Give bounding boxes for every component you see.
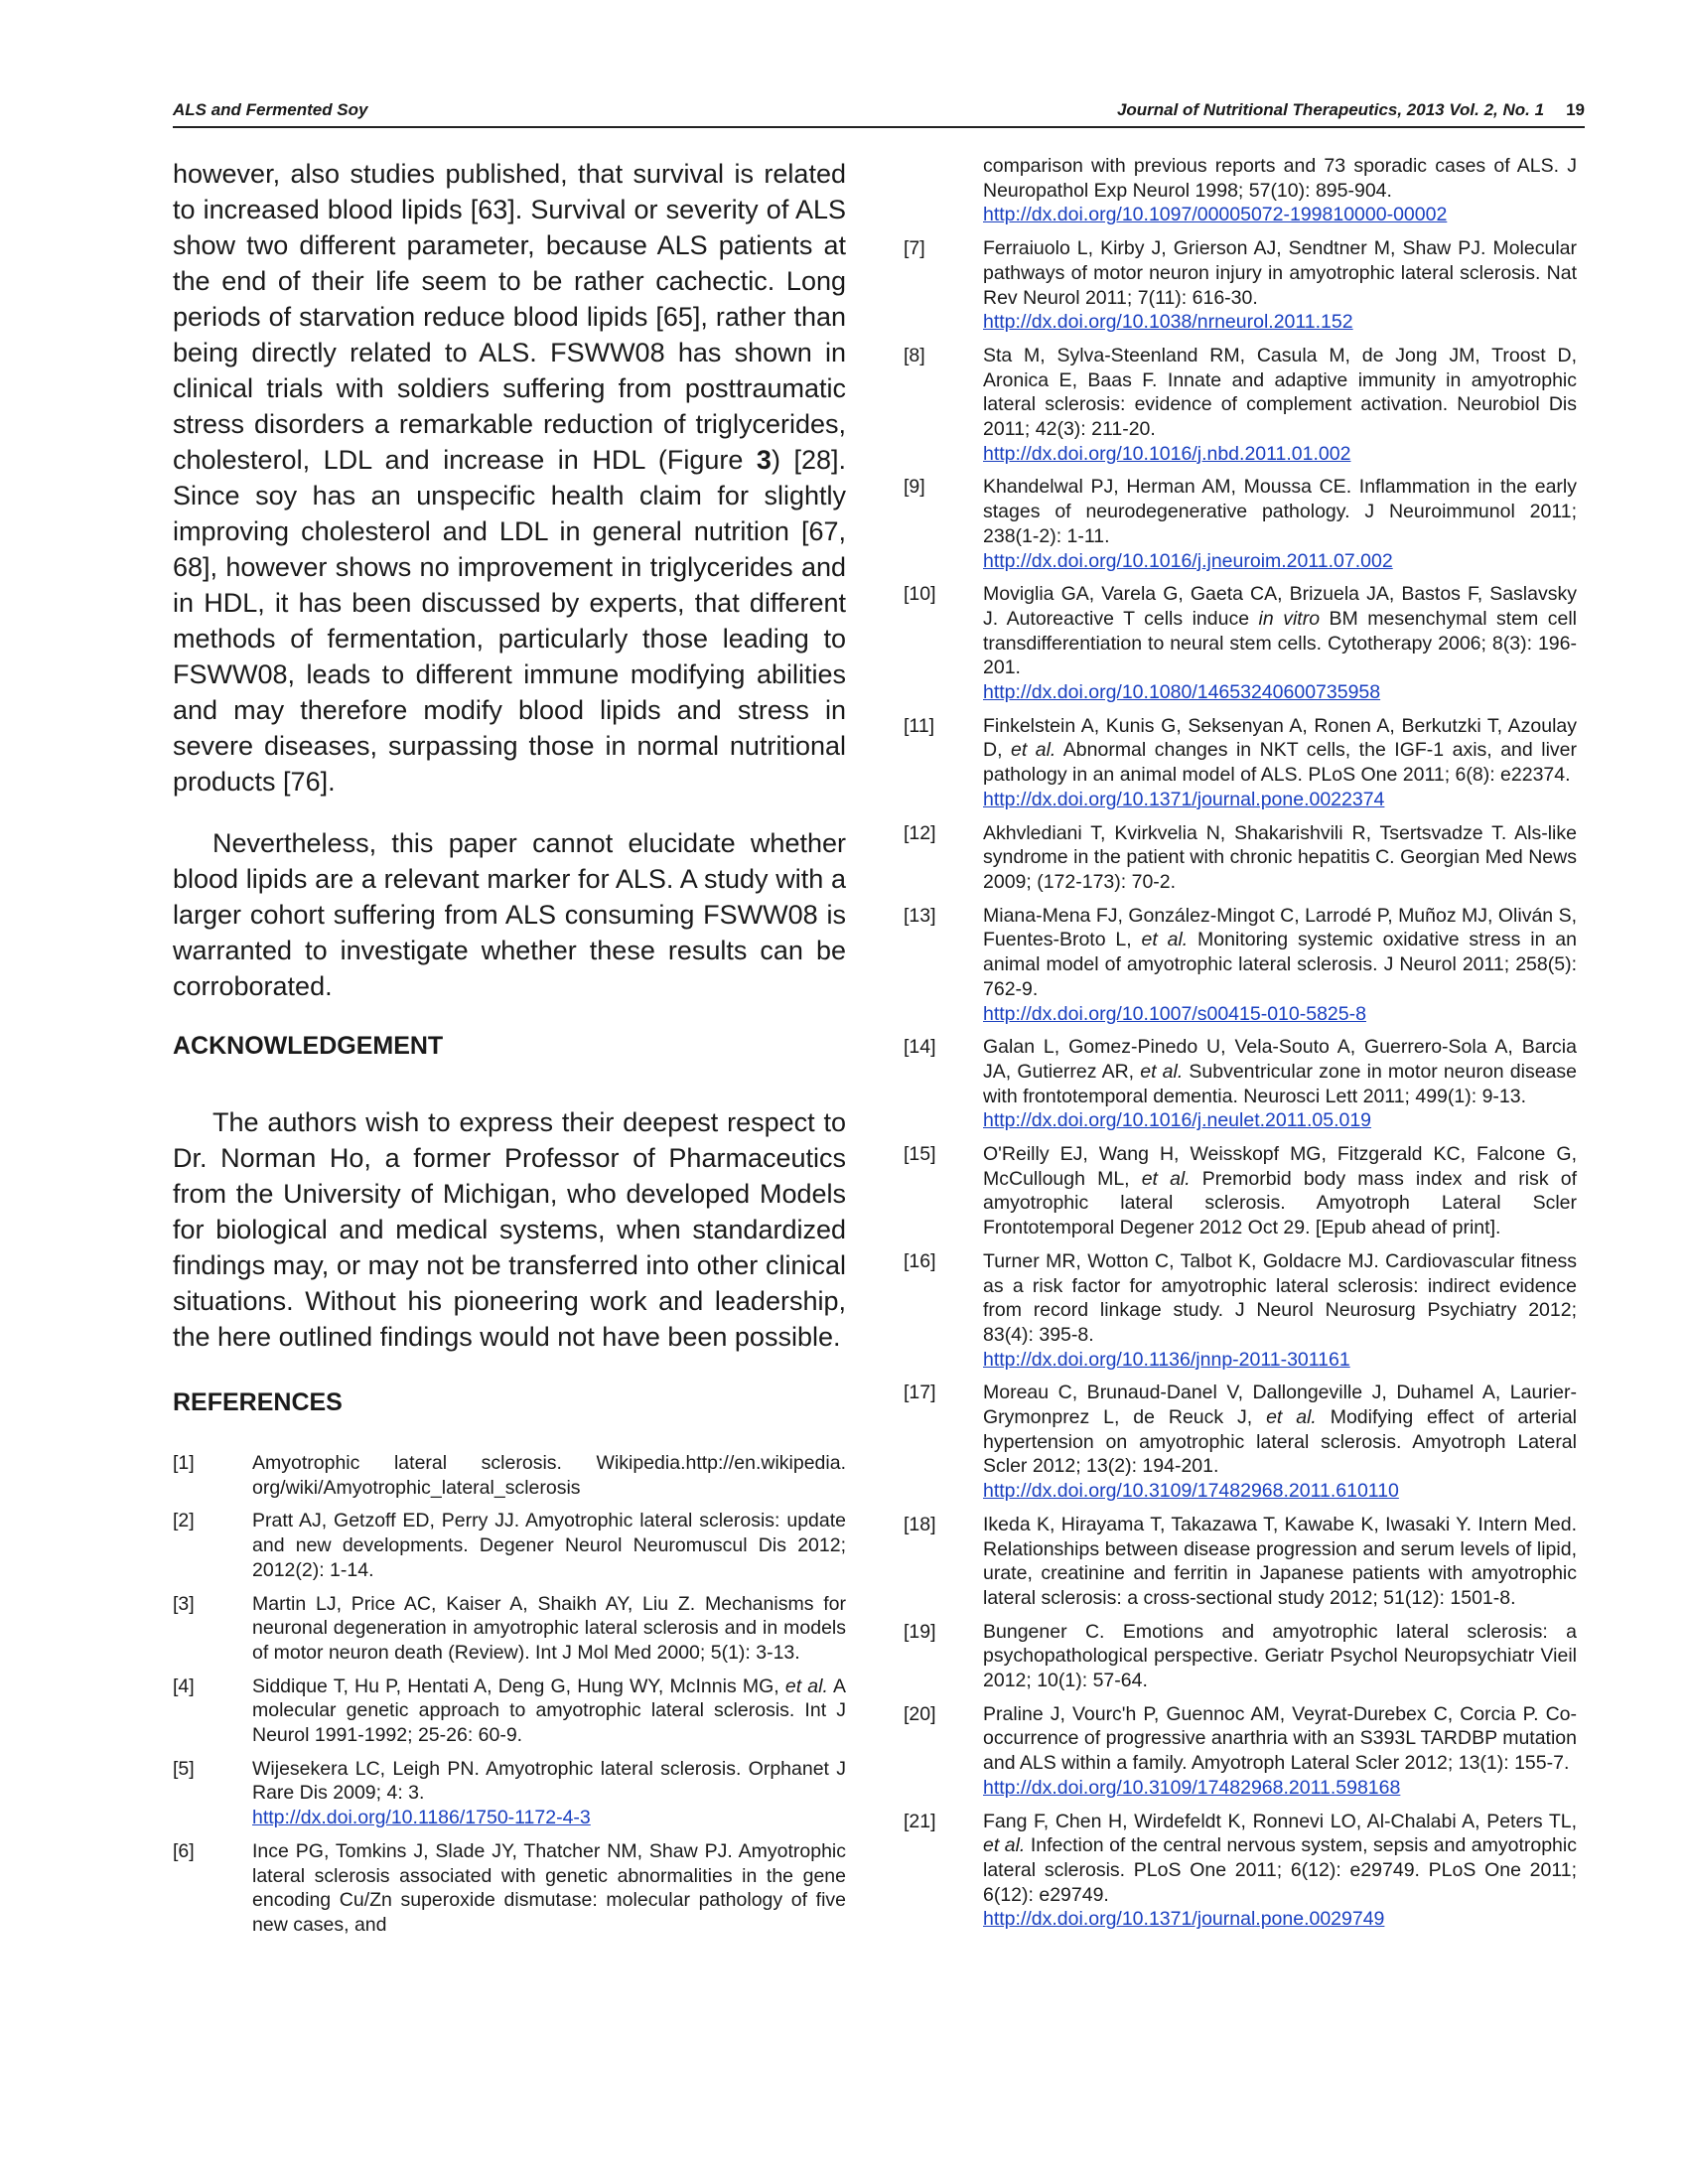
header-short-title: ALS and Fermented Soy (173, 100, 368, 119)
right-column (904, 154, 1577, 1941)
reference-21: [21] Fang F, Chen H, Wirdefeldt K, Ronnevi LO, Al-Chalabi A, Peters TL, et al. Infection of the central nervous system, sepsis and amyotrophic lateral sclerosis. PLoS One 2011; 6(12): e29749. PLoS One 2011; 6(12): e29749. http://dx.doi.org/10.1371/journal.pone.0029749 (904, 1810, 1577, 1931)
reference-11: [11] Finkelstein A, Kunis G, Seksenyan A, Ronen A, Berkutzki T, Azoulay D, et al. Abnormal changes in NKT cells, the IGF-1 axis, and liver pathology in an animal model of ALS. PLoS One 2011; 6(8): e22374. http://dx.doi.org/10.1371/journal.pone.0022374 (904, 714, 1577, 810)
doi-link[interactable]: http://dx.doi.org/10.1097/00005072-199810000-00002 (983, 204, 1448, 226)
reference-16: [16] Turner MR, Wotton C, Talbot K, Goldacre MJ. Cardiovascular fitness as a risk factor for amyotrophic lateral sclerosis: indirect evidence from record linkage study. J Neurol Neurosurg Psychiatry 2012; 83(4): 395-8. http://dx.doi.org/10.1136/jnnp-2011-301161 (904, 1249, 1577, 1371)
doi-link[interactable]: http://dx.doi.org/10.1186/1750-1172-4-3 (252, 1807, 591, 1829)
doi-link[interactable]: http://dx.doi.org/10.1016/j.jneuroim.2011.07.002 (983, 549, 1393, 572)
body-paragraph-1 (173, 156, 846, 800)
reference-9: [9] Khandelwal PJ, Herman AM, Moussa CE. Inflammation in the early stages of neurodegenerative pathology. J Neuroimmunol 2011; 238(1-2): 1-11. http://dx.doi.org/10.1016/j.jneuroim.2011.07.002 (904, 476, 1577, 572)
doi-link[interactable]: http://dx.doi.org/10.1038/nrneurol.2011.152 (983, 311, 1353, 334)
paragraph-1-text: however, also studies published, that survival is related to increased blood lipids [63]. Survival or severity of ALS show two different parameter, because ALS patients at the end of their life seem to be rather cachectic. Long periods of starvation reduce blood lipids [65], rather than being directly related to ALS. FSWW08 has shown in clinical trials with soldiers suffering from posttraumatic stress disorders a remarkable reduction of triglycerides, cholesterol, LDL and increase in HDL (Figure (173, 159, 846, 475)
running-header (173, 100, 1585, 128)
doi-link[interactable]: http://dx.doi.org/10.1371/journal.pone.0022374 (983, 788, 1385, 810)
reference-12: [12] Akhvlediani T, Kvirkvelia N, Shakarishvili R, Tsertsvadze T. Als-like syndrome in the patient with chronic hepatitis C. Georgian Med News 2009; (172-173): 70-2. (904, 821, 1577, 893)
doi-link[interactable]: http://dx.doi.org/10.1016/j.nbd.2011.01.002 (983, 442, 1351, 465)
doi-link[interactable]: http://dx.doi.org/10.1080/14653240600735958 (983, 681, 1381, 704)
figure-ref: 3 (756, 445, 772, 475)
reference-15: [15] O'Reilly EJ, Wang H, Weisskopf MG, Fitzgerald KC, Falcone G, McCullough ML, et al. Premorbid body mass index and risk of amyotrophic lateral sclerosis. Amyotroph Lateral Scler Frontotemporal Degener 2012 Oct 29. [Epub ahead of print]. (904, 1143, 1577, 1239)
reference-10: [10] Moviglia GA, Varela G, Gaeta CA, Brizuela JA, Bastos F, Saslavsky J. Autoreactive T cells induce in vitro BM mesenchymal stem cell transdifferentiation to neural stem cells. Cytotherapy 2006; 8(3): 196-201. http://dx.doi.org/10.1080/14653240600735958 (904, 583, 1578, 704)
reference-19: [19] Bungener C. Emotions and amyotrophic lateral sclerosis: a psychopathological perspective. Geriatr Psychol Neuropsychiatr Vieil 2012; 10(1): 57-64. (904, 1620, 1577, 1692)
doi-link[interactable]: http://dx.doi.org/10.1371/journal.pone.0029749 (983, 1908, 1385, 1931)
reference-20: [20] Praline J, Vourc'h P, Guennoc AM, Veyrat-Durebex C, Corcia P. Co-occurrence of progressive anarthria with an S393L TARDBP mutation and ALS within a family. Amyotroph Lateral Scler 2012; 13(1): 155-7. http://dx.doi.org/10.3109/17482968.2011.598168 (904, 1702, 1577, 1799)
reference-4: [4] Siddique T, Hu P, Hentati A, Deng G, Hung WY, McInnis MG, et al. A molecular genetic approach to amyotrophic lateral sclerosis. Int J Neurol 1991-1992; 25-26: 60-9. (173, 1674, 846, 1747)
reference-13: [13] Miana-Mena FJ, González-Mingot C, Larrodé P, Muñoz MJ, Oliván S, Fuentes-Broto L, et al. Monitoring systemic oxidative stress in an animal model of amyotrophic lateral sclerosis. J Neurol 2011; 258(5): 762-9. http://dx.doi.org/10.1007/s00415-010-5825-8 (904, 904, 1577, 1025)
reference-6-continued: comparison with previous reports and 73 sporadic cases of ALS. J Neuropathol Exp Neurol 1998; 57(10): 895-904. http://dx.doi.org/10.1097/00005072-199810000-00002 (983, 155, 1577, 226)
doi-link[interactable]: http://dx.doi.org/10.3109/17482968.2011.610110 (983, 1480, 1399, 1503)
reference-8: [8] Sta M, Sylva-Steenland RM, Casula M, de Jong JM, Troost D, Aronica E, Baas F. Innate and adaptive immunity in amyotrophic lateral sclerosis: evidence of complement activation. Neurobiol Dis 2011; 42(3): 211-20. http://dx.doi.org/10.1016/j.nbd.2011.01.002 (904, 344, 1577, 465)
paragraph-1-end: ) [28]. Since soy has an unspecific health claim for slightly improving cholesterol and LDL in general nutrition [67, 68], however shows no improvement in triglycerides and in HDL, it has been discussed by experts, that different methods of fermentation, particularly those leading to FSWW08, leads to different immune modifying abilities and may therefore modify blood lipids and stress in severe diseases, surpassing those in normal nutritional products [76]. (173, 445, 847, 797)
reference-1: [1] Amyotrophic lateral sclerosis. Wikipedia.http://en.wikipedia. org/wiki/Amyotrophic_lateral_sclerosis (173, 1452, 846, 1499)
reference-7: [7] Ferraiuolo L, Kirby J, Grierson AJ, Sendtner M, Shaw PJ. Molecular pathways of motor neuron injury in amyotrophic lateral sclerosis. Nat Rev Neurol 2011; 7(11): 616-30. http://dx.doi.org/10.1038/nrneurol.2011.152 (904, 237, 1577, 334)
left-column (173, 156, 846, 1947)
doi-link[interactable]: http://dx.doi.org/10.1007/s00415-010-5825-8 (983, 1002, 1366, 1025)
doi-link[interactable]: http://dx.doi.org/10.3109/17482968.2011.598168 (983, 1776, 1401, 1799)
reference-17: [17] Moreau C, Brunaud-Danel V, Dallongeville J, Duhamel A, Laurier-Grymonprez L, de Reuck J, et al. Modifying effect of arterial hypertension on amyotrophic lateral sclerosis. Amyotroph Lateral Scler 2012; 13(2): 194-201. http://dx.doi.org/10.3109/17482968.2011.610110 (904, 1382, 1578, 1503)
body-paragraph-2: Nevertheless, this paper cannot elucidate whether blood lipids are a relevant marker for ALS. A study with a larger cohort suffering from ALS consuming FSWW08 is warranted to investigate whether these results can be corroborated. (173, 828, 846, 1001)
page-number: 19 (1566, 100, 1585, 119)
header-journal (1117, 100, 1585, 120)
doi-link[interactable]: http://dx.doi.org/10.1136/jnnp-2011-301161 (983, 1348, 1350, 1371)
acknowledgement-heading: ACKNOWLEDGEMENT (173, 1032, 444, 1060)
doi-link[interactable]: http://dx.doi.org/10.1016/j.neulet.2011.05.019 (983, 1109, 1372, 1132)
reference-2: [2] Pratt AJ, Getzoff ED, Perry JJ. Amyotrophic lateral sclerosis: update and new developments. Degener Neurol Neuromuscul Dis 2012; 2012(2): 1-14. (173, 1510, 846, 1581)
reference-6: [6] Ince PG, Tomkins J, Slade JY, Thatcher NM, Shaw PJ. Amyotrophic lateral sclerosis associated with genetic abnormalities in the gene encoding Cu/Zn superoxide dismutase: molecular pathology of five new cases, and (173, 1839, 846, 1936)
reference-14: [14] Galan L, Gomez-Pinedo U, Vela-Souto A, Guerrero-Sola A, Barcia JA, Gutierrez AR, et al. Subventricular zone in motor neuron disease with frontotemporal dementia. Neurosci Lett 2011; 499(1): 9-13. http://dx.doi.org/10.1016/j.neulet.2011.05.019 (904, 1036, 1577, 1132)
reference-5: [5] Wijesekera LC, Leigh PN. Amyotrophic lateral sclerosis. Orphanet J Rare Dis 2009; 4: 3. http://dx.doi.org/10.1186/1750-1172-4-3 (173, 1757, 846, 1829)
header-journal-name: Journal of Nutritional Therapeutics, 2013 Vol. 2, No. 1 (1116, 100, 1545, 119)
reference-18: [18] Ikeda K, Hirayama T, Takazawa T, Kawabe K, Iwasaki Y. Intern Med. Relationships between disease progression and serum levels of lipid, urate, creatinine and ferritin in Japanese patients with amyotrophic lateral sclerosis: a cross-sectional study 2012; 51(12): 1501-8. (904, 1513, 1577, 1609)
acknowledgement-text: The authors wish to express their deepest respect to Dr. Norman Ho, a former Professor of Pharmaceutics from the University of Michigan, who developed Models for biological and medical systems, when standardized findings may, or may not be transferred into other clinical situations. Without his pioneering work and leadership, the here outlined findings would not have been possible. (173, 1107, 846, 1352)
reference-3: [3] Martin LJ, Price AC, Kaiser A, Shaikh AY, Liu Z. Mechanisms for neuronal degeneration in amyotrophic lateral sclerosis and in models of motor neuron death (Review). Int J Mol Med 2000; 5(1): 3-13. (173, 1592, 846, 1664)
references-heading: REFERENCES (173, 1388, 343, 1416)
